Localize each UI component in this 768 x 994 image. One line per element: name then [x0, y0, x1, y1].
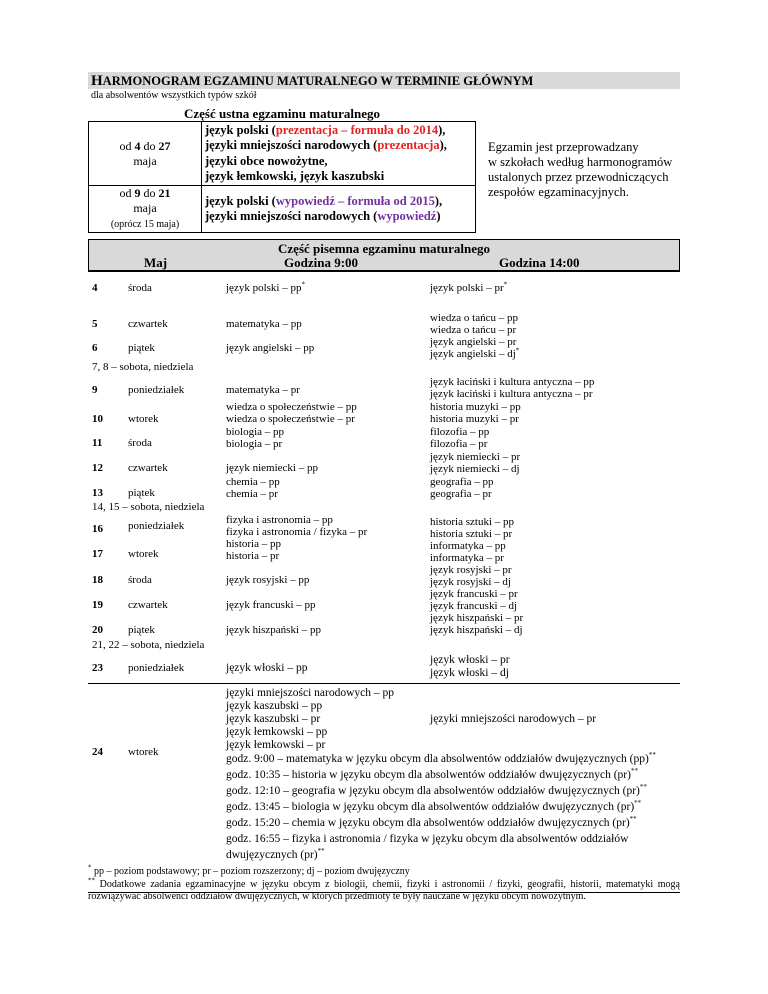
- document: [88, 72, 680, 893]
- oral-subjects-2: język polski (wypowiedź – formuła od 2015), języki mniejszości narodowych (wypowiedź): [202, 186, 476, 233]
- oral-note: Egzamin jest przeprowadzany w szkołach według harmonogramów ustalonych przez przewodniczących zespołów egzaminacyjnych.: [488, 139, 673, 199]
- hour-9-label: Godzina 9:00: [284, 255, 359, 270]
- page-subtitle: dla absolwentów wszystkich typów szkół: [91, 90, 257, 101]
- oral-date-1: od 4 do 27 maja: [89, 122, 202, 186]
- oral-date-2: od 9 do 21 maja (oprócz 15 maja): [89, 186, 202, 233]
- footnotes: * pp – poziom podstawowy; pr – poziom rozszerzony; dj – poziom dwujęzyczny ** Dodatkowe zadania egzaminacyjne w języku obcym z biologii, chemii, fizyki i astronomii / fizyki, geografii, historii, matematyki mogą rozwiązywać absolwenci oddziałów dwujęzycznych, w których przedmioty te były nauczane w języku obcym nowożytnym.: [88, 863, 680, 902]
- oral-header: Część ustna egzaminu maturalnego: [89, 107, 476, 122]
- oral-exam-table: [88, 107, 680, 233]
- oral-subjects-1: język polski (prezentacja – formuła do 2014), języki mniejszości narodowych (prezentacja), języki obce nowożytne, język łemkowski, język kaszubski: [202, 122, 476, 186]
- written-header: Część pisemna egzaminu maturalnego Maj Godzina 9:00 Godzina 14:00: [88, 239, 680, 271]
- hour-14-label: Godzina 14:00: [499, 255, 580, 270]
- month-label: Maj: [144, 255, 168, 270]
- page-title: HARMONOGRAM EGZAMINU MATURALNEGO W TERMINIE GŁÓWNYM: [88, 72, 680, 89]
- written-schedule: 4 środa język polski – pp* język polski – pr* 5 czwartek matematyka – pp wiedza o tańcu – pp wiedza o tańcu – pr 6 piątek język angielski – pp język angielski – pr język angielski – dj* 7, 8 – sobota, niedziela 9 poniedziałek matematyka – pr język łaciński i kultura antyczna – pp język łaciński i kultura antyczna – pr 10 wtorek wiedza o społeczeństwie – pp wiedza o społeczeństwie – pr historia muzyki – pp historia muzyki – pr 11 środa biologia – pp biologia – pr filozofia – pp filozofia – pr 12 czwartek język niemiecki – pp język niemiecki – pr język niemiecki – dj 13 piątek chemia – pp chemia – pr geografia – pp geografia – pr 14, 15 – sobota, niedziela 16 poniedziałek fizyka i astronomia – pp fizyka i astronomia / fizyka – pr historia sztuki – pp historia sztuki – pr 17 wtorek historia – pp historia – pr informatyka – pp informatyka – pr 18 środa język rosyjski – pp język rosyjski – pr język rosyjski – dj 19 czwartek język francuski – pp język francuski – pr język francuski – dj 20 piątek język hiszpański – pp język hiszpański – pr język hiszpański – dj 21, 22 – sobota, niedziela 23 poniedziałek język włoski – pp język włoski – pr język włoski – dj 24 wtorek języki mniejszości narodowych – pp język kaszubski – pp język kaszubski – pr język łemkowski – pp język łemkowski – pr języki mniejszości narodowych – pr godz. 9:00 – matematyka w języku obcym dla absolwentów oddziałów dwujęzycznych (pp)** godz. 10:35 – historia w języku obcym dla absolwentów oddziałów dwujęzycznych (pr)** godz. 12:10 – geografia w języku obcym dla absolwentów oddziałów dwujęzycznych (pr)** godz. 13:45 – biologia w języku obcym dla absolwentów oddziałów dwujęzycznych (pr)** godz. 15:20 – chemia w języku obcym dla absolwentów oddziałów dwujęzycznych (pr)** godz. 16:55 – fizyka i astronomia / fizyka w języku obcym dla absolwentów oddziałów dwujęzycznych (pr)**: [88, 271, 680, 893]
